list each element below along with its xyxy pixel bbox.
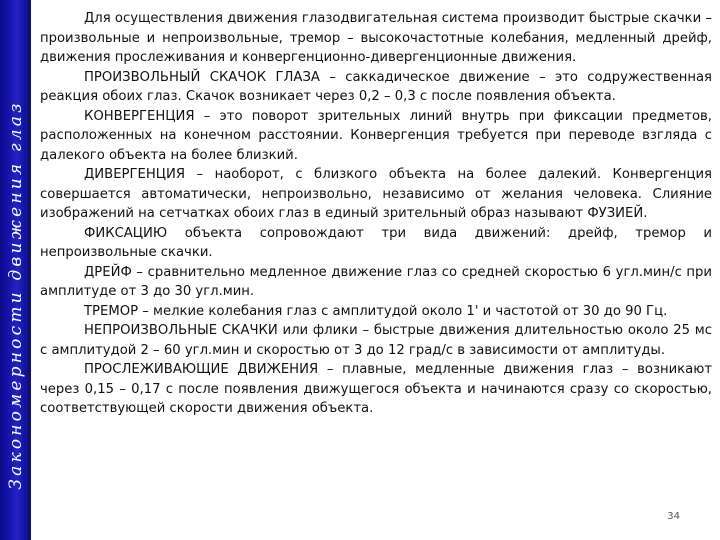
- page-number: 34: [667, 511, 680, 522]
- sidebar-title: Закономерности движения глаз: [6, 100, 26, 490]
- paragraph-convergence: КОНВЕРГЕНЦИЯ – это поворот зрительных линий внутрь при фиксации предметов, расположенных на конечном расстоянии. Конвергенция требуется при переводе взгляда с далекого объекта на более близкий.: [40, 108, 712, 163]
- paragraph-divergence: ДИВЕРГЕНЦИЯ – наоборот, с близкого объекта на более далекий. Конвергенция совершается автоматически, непроизвольно, независимо от желания человека. Слияние изображений на сетчатках обоих глаз в единый зрительный образ называют ФУЗИЕЙ.: [40, 167, 712, 221]
- paragraph-fixation: ФИКСАЦИЮ объекта сопровождают три вида движений: дрейф, тремор и непроизвольные скачки.: [40, 225, 712, 260]
- slide-body: [40, 9, 712, 419]
- paragraph-intro: Для осуществления движения глазодвигательная система производит быстрые скачки – произвольные и непроизвольные, тремор – высокочастотные колебания, медленный дрейф, движения прослеживания и конвергенционно-дивергенционные движения.: [40, 11, 712, 65]
- sidebar-band: [0, 0, 31, 540]
- paragraph-pursuit: ПРОСЛЕЖИВАЮЩИЕ ДВИЖЕНИЯ – плавные, медленные движения глаз – возникают через 0,15 – 0,17 с после появления движущегося объекта и начинаются сразу со скоростью, соответствующей скорости движения объекта.: [40, 362, 712, 416]
- paragraph-drift: ДРЕЙФ – сравнительно медленное движение глаз со средней скоростью 6 угл.мин/с при амплитуде от 3 до 30 угл.мин.: [40, 264, 712, 299]
- paragraph-involuntary-saccades: НЕПРОИЗВОЛЬНЫЕ СКАЧКИ или флики – быстрые движения длительностью около 25 мс с амплитудой 2 – 60 угл.мин и скоростью от 3 до 12 град/с в зависимости от амплитуды.: [40, 323, 712, 358]
- paragraph-voluntary-saccade: ПРОИЗВОЛЬНЫЙ СКАЧОК ГЛАЗА – саккадическое движение – это содружественная реакция обоих глаз. Скачок возникает через 0,2 – 0,3 с после появления объекта.: [40, 69, 712, 104]
- paragraph-tremor: ТРЕМОР – мелкие колебания глаз с амплитудой около 1' и частотой от 30 до 90 Гц.: [84, 303, 668, 319]
